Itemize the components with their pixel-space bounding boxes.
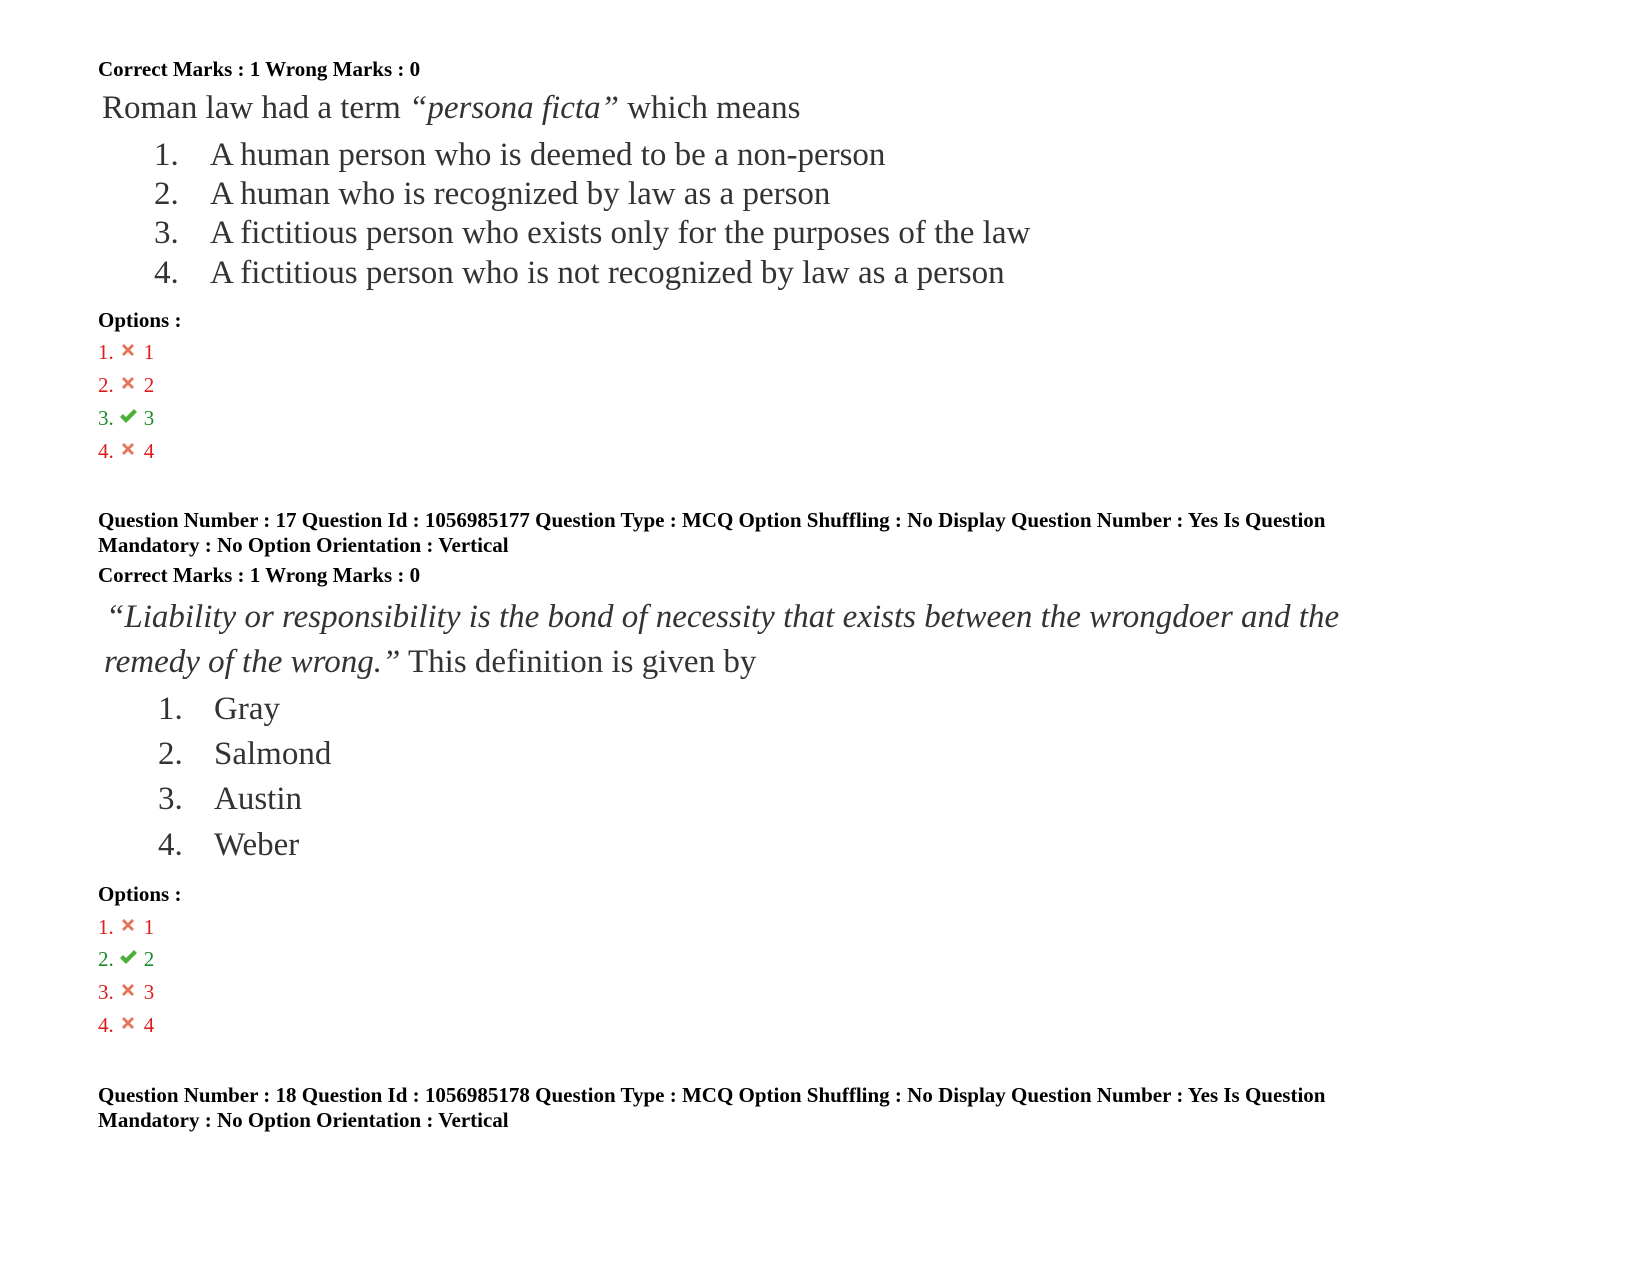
q16-option-number: 4. — [98, 439, 114, 463]
q17-option-value: 2 — [143, 947, 155, 971]
q18-header-line1: Question Number : 18 Question Id : 1056985178 Question Type : MCQ Option Shuffling : No Display Question Number : Yes Is Question — [98, 1083, 1326, 1107]
q17-option-number: 1. — [98, 915, 114, 939]
q17-choice-number: 3. — [158, 781, 183, 817]
q16-option-value: 2 — [143, 373, 155, 397]
q16-choice — [154, 174, 830, 214]
q17-choice — [158, 825, 299, 865]
q16-option — [98, 339, 154, 365]
q18-header-line2: Mandatory : No Option Orientation : Vertical — [98, 1108, 509, 1132]
q16-choice — [154, 213, 1030, 253]
q17-option-number: 4. — [98, 1013, 114, 1037]
q16-option-value: 1 — [143, 340, 155, 364]
cross-icon — [118, 439, 138, 459]
q17-marks: Correct Marks : 1 Wrong Marks : 0 — [98, 563, 421, 587]
q16-choice-number: 2. — [154, 176, 179, 212]
q17-option-value: 4 — [143, 1013, 155, 1037]
q16-choice-number: 1. — [154, 137, 179, 173]
q16-choice-text: A fictitious person who is not recognized by law as a person — [210, 255, 1005, 291]
cross-icon — [118, 980, 138, 1000]
q17-option-number: 3. — [98, 980, 114, 1004]
q17-quote-part1: “Liability or responsibility is the bond of necessity that exists between the wrongdoer and the — [106, 599, 1340, 635]
q16-choice-text: A fictitious person who exists only for the purposes of the law — [210, 215, 1031, 251]
q17-option-number: 2. — [98, 947, 114, 971]
cross-icon — [118, 915, 138, 935]
q16-choice-number: 4. — [154, 255, 179, 291]
q16-question-text — [102, 88, 800, 128]
q17-option-value: 1 — [143, 915, 155, 939]
q16-option — [98, 405, 154, 431]
q17-choice-text: Salmond — [214, 736, 332, 772]
q17-choice — [158, 689, 280, 729]
q17-quote-part2: remedy of the wrong.” — [104, 644, 401, 680]
q16-question-post: which means — [618, 90, 801, 126]
q16-choice-text: A human person who is deemed to be a non-person — [210, 137, 886, 173]
q16-choice — [154, 253, 1005, 293]
q17-header-line1: Question Number : 17 Question Id : 1056985177 Question Type : MCQ Option Shuffling : No Display Question Number : Yes Is Question — [98, 508, 1326, 532]
q16-question-pre: Roman law had a term — [102, 90, 409, 126]
cross-icon — [118, 373, 138, 393]
q16-option-value: 4 — [143, 439, 155, 463]
q16-option-number: 2. — [98, 373, 114, 397]
q17-choice — [158, 734, 331, 774]
q17-option — [98, 979, 154, 1005]
q17-choice-number: 1. — [158, 691, 183, 727]
q17-options-label: Options : — [98, 882, 182, 906]
q17-question-line1 — [106, 597, 1339, 637]
check-icon — [118, 406, 138, 426]
cross-icon — [118, 340, 138, 360]
q17-option-value: 3 — [143, 980, 155, 1004]
q16-choice-number: 3. — [154, 215, 179, 251]
q17-choice — [158, 779, 302, 819]
q17-question-line2 — [104, 642, 756, 682]
q16-question-term: “persona ficta” — [409, 90, 619, 126]
q16-options-label: Options : — [98, 308, 182, 332]
q17-option — [98, 946, 154, 972]
q17-choice-number: 4. — [158, 827, 183, 863]
check-icon — [118, 947, 138, 967]
q17-choice-number: 2. — [158, 736, 183, 772]
q16-choice — [154, 135, 885, 175]
q17-choice-text: Gray — [214, 691, 280, 727]
q17-choice-text: Austin — [214, 781, 303, 817]
q17-header-line2: Mandatory : No Option Orientation : Vertical — [98, 533, 509, 557]
q16-choice-text: A human who is recognized by law as a person — [210, 176, 831, 212]
q16-option-number: 3. — [98, 406, 114, 430]
q16-marks: Correct Marks : 1 Wrong Marks : 0 — [98, 57, 421, 81]
q17-option — [98, 914, 154, 940]
q17-option — [98, 1012, 154, 1038]
q17-question-post: This definition is given by — [400, 644, 757, 680]
q16-option-number: 1. — [98, 340, 114, 364]
q16-option-value: 3 — [143, 406, 155, 430]
cross-icon — [118, 1013, 138, 1033]
q16-option — [98, 372, 154, 398]
q16-option — [98, 438, 154, 464]
q17-choice-text: Weber — [214, 827, 300, 863]
